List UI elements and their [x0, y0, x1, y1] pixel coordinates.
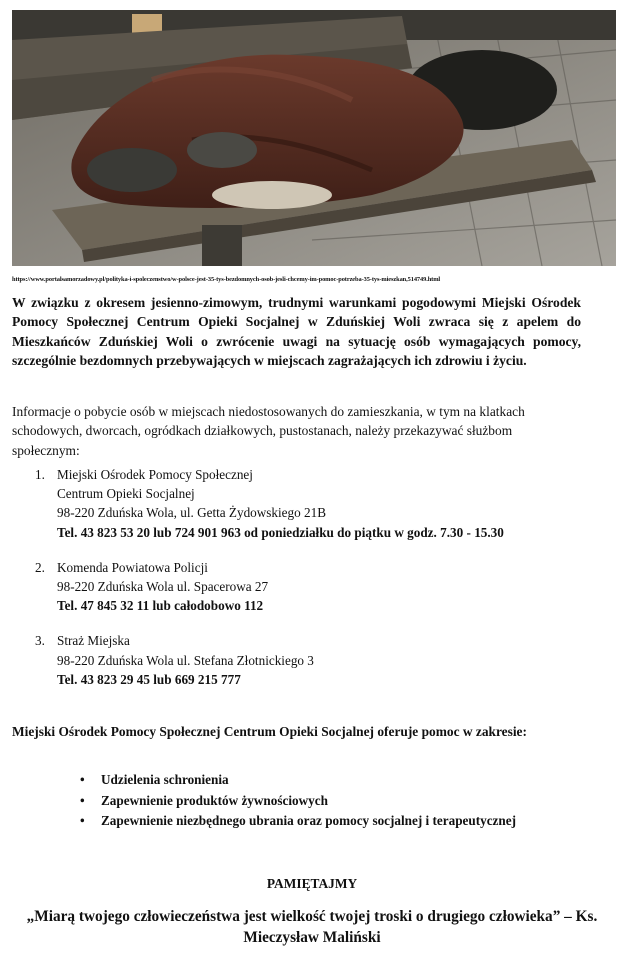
offer-item	[80, 791, 620, 812]
bullet-icon: •	[80, 813, 85, 828]
photo-homeless-bench-icon	[12, 10, 616, 266]
contact-city-guard	[35, 631, 595, 689]
offer-item-label: Zapewnienie produktów żywnościowych	[101, 792, 328, 808]
contact-number: 2.	[35, 559, 45, 575]
contact-phone: Tel. 43 823 53 20 lub 724 901 963 od poniedziałku do piątku w godz. 7.30 - 15.30	[57, 524, 504, 540]
contact-name-2: Centrum Opieki Socjalnej	[57, 486, 195, 502]
contact-number: 3.	[35, 633, 45, 649]
contact-address: 98-220 Zduńska Wola, ul. Getta Żydowskiego 21B	[57, 505, 327, 521]
homeless-bench-photo	[12, 10, 616, 266]
contact-mops	[35, 465, 595, 542]
remember-heading: PAMIĘTAJMY	[266, 876, 358, 891]
offer-item	[80, 770, 620, 791]
contact-number: 1.	[35, 467, 45, 482]
offer-item-label: Udzielenia schronienia	[101, 772, 229, 787]
contact-police	[35, 558, 595, 616]
contact-address: 98-220 Zduńska Wola ul. Stefana Złotnickiego 3	[57, 652, 314, 668]
contact-name: Straż Miejska	[57, 633, 130, 649]
contact-phone: Tel. 43 823 29 45 lub 669 215 777	[57, 671, 241, 687]
appeal-intro: W związku z okresem jesienno-zimowym, trudnymi warunkami pogodowymi Miejski Ośrodek Pomocy Społecznej Centrum Opieki Socjalnej w Zduńskiej Woli zwraca się z apelem do Mieszkańców Zduńskiej Woli o zwrócenie uwagi na sytuację osób wymagających pomocy, szczególnie bezdomnych przebywających w miejscach zagrażających ich zdrowiu i życiu.	[12, 295, 581, 369]
closing-quote: „Miarą twojego człowieczeństwa jest wielkość twojej troski o drugiego człowieka” – Ks. Mieczysław Maliński	[26, 908, 598, 946]
offer-item	[80, 811, 620, 832]
contact-name: Komenda Powiatowa Policji	[57, 559, 208, 575]
offer-list	[80, 770, 620, 832]
bullet-icon: •	[80, 772, 85, 787]
contact-name: Miejski Ośrodek Pomocy Społecznej	[57, 467, 253, 482]
offer-intro: Miejski Ośrodek Pomocy Społecznej Centrum Opieki Socjalnej oferuje pomoc w zakresie:	[12, 724, 527, 739]
info-paragraph: Informacje o pobycie osób w miejscach niedostosowanych do zamieszkania, w tym na klatkach schodowych, dworcach, ogródkach działkowych, pustostanach, należy przekazywać służbom społecznym:	[12, 404, 525, 458]
contact-phone: Tel. 47 845 32 11 lub całodobowo 112	[57, 598, 264, 614]
offer-item-label: Zapewnienie niezbędnego ubrania oraz pomocy socjalnej i terapeutycznej	[101, 813, 516, 828]
contacts-list	[35, 465, 595, 705]
bullet-icon: •	[80, 792, 85, 808]
source-url[interactable]: https://www.portalsamorzadowy.pl/polityka-i-spoleczenstwo/w-polsce-jest-35-tys-bezdomnych-osob-jesli-chcemy-im-pomoc-potrzeba-35-tys-mieszkan,514749.html	[12, 276, 441, 283]
contact-address: 98-220 Zduńska Wola ul. Spacerowa 27	[57, 579, 269, 595]
